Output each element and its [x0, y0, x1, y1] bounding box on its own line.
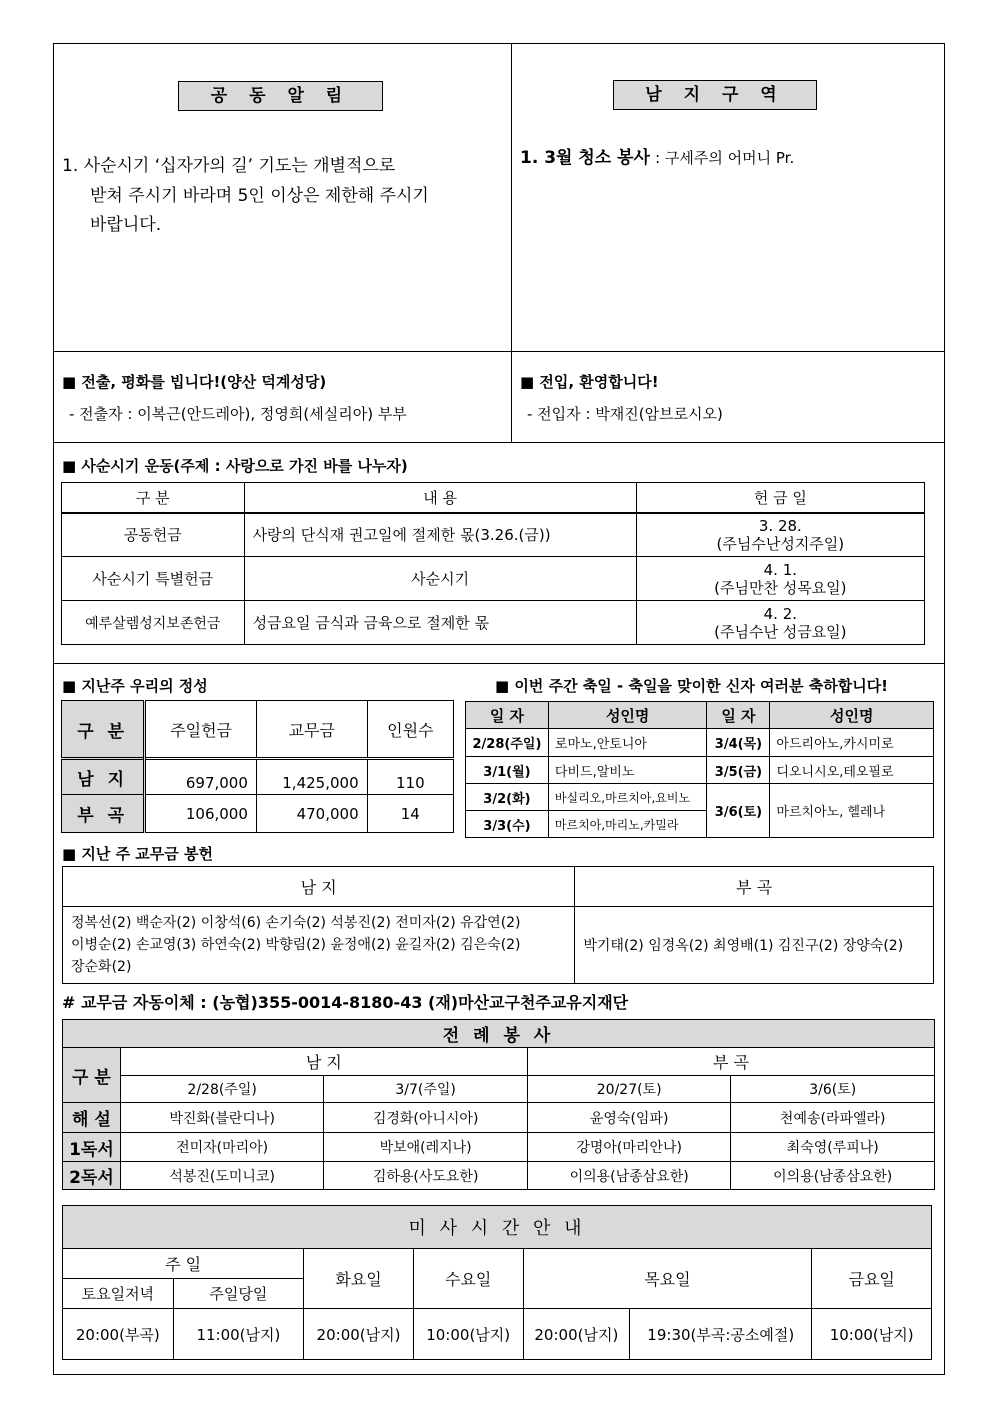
liturgy-table — [62, 1019, 935, 1190]
mass-fri-header: 금요일 — [812, 1249, 932, 1309]
feast-right-2-date: 3/5(금) — [707, 757, 770, 784]
liturgy-reading-2-2: 김하용(사도요한) — [324, 1162, 528, 1190]
liturgy-commentary-1: 박진화(블란디나) — [120, 1103, 324, 1133]
feast-left-1-names: 로마노,안토니아 — [548, 729, 707, 757]
liturgy-reading-1-2: 박보애(레지나) — [324, 1133, 528, 1162]
liturgy-bugok-header: 부 곡 — [527, 1048, 934, 1076]
offering-row-bugok-name: 부 곡 — [62, 795, 145, 833]
transfer-out-head: ■ 전출, 평화를 빕니다!(양산 덕계성당) — [62, 373, 327, 391]
dues-list-table — [62, 866, 934, 984]
offering-header-sunday: 주일헌금 — [145, 701, 257, 759]
offering-header-category: 구 분 — [62, 701, 145, 759]
district-title: 남 지 구 역 — [613, 80, 817, 110]
offering-row-namji-count: 110 — [367, 759, 453, 795]
mass-tue-header: 화요일 — [304, 1249, 414, 1309]
lent-table — [61, 482, 925, 645]
lent-row-2-content: 사순시기 — [244, 557, 636, 601]
liturgy-title: 전 례 봉 사 — [63, 1020, 935, 1048]
offering-row-namji-sunday: 697,000 — [145, 759, 257, 795]
offering-row-namji-dues: 1,425,000 — [256, 759, 367, 795]
offering-head: ■ 지난주 우리의 정성 — [62, 677, 208, 695]
mass-time-tue: 20:00(남지) — [304, 1309, 414, 1360]
lent-row-3-date — [636, 601, 924, 645]
lent-row-3-date-feast: (주님수난 성금요일) — [714, 622, 847, 641]
dues-list-bugok-header: 부 곡 — [575, 867, 934, 907]
feast-header-saint-2: 성인명 — [770, 702, 934, 729]
notice-line-1: 1. 사순시기 ‘십자가의 길’ 기도는 개별적으로 — [62, 156, 396, 176]
liturgy-role-commentary: 해 설 — [63, 1103, 121, 1133]
district-item-text: : 구세주의 어머니 Pr. — [655, 149, 795, 167]
mass-wed-header: 수요일 — [413, 1249, 523, 1309]
feast-right-2-names: 디오니시오,테오필로 — [770, 757, 934, 784]
liturgy-date-4: 3/6(토) — [731, 1076, 935, 1103]
mass-time-thu-1: 20:00(남지) — [523, 1309, 630, 1360]
offering-row-bugok-count: 14 — [367, 795, 453, 833]
notice-line-2: 받쳐 주시기 바라며 5인 이상은 제한해 주시기 — [90, 186, 429, 206]
lent-row-1-date — [636, 513, 924, 557]
mass-sunday-header: 주 일 — [63, 1249, 304, 1279]
liturgy-date-3: 20/27(토) — [527, 1076, 731, 1103]
feast-left-2-date: 3/1(월) — [466, 757, 549, 784]
offering-row-namji-name: 남 지 — [62, 759, 145, 795]
mass-sun-day-header: 주일당일 — [173, 1279, 304, 1309]
feast-head: ■ 이번 주간 축일 - 축일을 맞이한 신자 여러분 축하합니다! — [495, 677, 889, 695]
section-divider-2 — [53, 442, 945, 443]
top-divider — [511, 43, 512, 442]
transfer-out-text: - 전출자 : 이복근(안드레아), 정영희(세실리아) 부부 — [69, 405, 407, 423]
lent-row-1-date-day: 3. 28. — [758, 516, 802, 535]
lent-row-2-date — [636, 557, 924, 601]
feast-table — [465, 701, 934, 838]
district-item-head: 1. 3월 청소 봉사 — [520, 148, 650, 168]
district-item-1 — [520, 143, 794, 168]
lent-row-1-date-feast: (주님수난성지주일) — [716, 534, 845, 553]
lent-row-1-category: 공동헌금 — [62, 513, 245, 557]
liturgy-role-reading-2: 2독서 — [63, 1162, 121, 1190]
offering-header-count: 인원수 — [367, 701, 453, 759]
dues-list-bugok-names: 박기태(2) 임경옥(2) 최영배(1) 김진구(2) 장양숙(2) — [575, 907, 934, 984]
liturgy-reading-1-3: 강명아(마리안나) — [527, 1133, 731, 1162]
lent-header-date: 헌 금 일 — [636, 483, 924, 513]
liturgy-reading-2-1: 석봉진(도미니코) — [120, 1162, 324, 1190]
liturgy-reading-1-1: 전미자(마리아) — [120, 1133, 324, 1162]
mass-time-fri: 10:00(남지) — [812, 1309, 932, 1360]
mass-sat-eve-header: 토요일저녁 — [63, 1279, 174, 1309]
lent-row-2-date-day: 4. 1. — [763, 560, 798, 579]
lent-header-category: 구 분 — [62, 483, 245, 513]
liturgy-reading-1-4: 최숙영(루피나) — [731, 1133, 935, 1162]
liturgy-commentary-2: 김경화(아니시아) — [324, 1103, 528, 1133]
mass-time-wed: 10:00(남지) — [413, 1309, 523, 1360]
liturgy-category-label: 구 분 — [63, 1048, 121, 1103]
feast-right-3-names: 마르치아노, 헬레나 — [770, 784, 934, 838]
dues-list-head: ■ 지난 주 교무금 봉헌 — [62, 845, 213, 863]
feast-left-4-date: 3/3(수) — [466, 811, 549, 838]
dues-list-namji-line-1: 정복선(2) 백순자(2) 이창석(6) 손기숙(2) 석봉진(2) 전미자(2) 유갑연(2) — [71, 915, 521, 931]
lent-row-2-date-feast: (주님만찬 성목요일) — [714, 578, 847, 597]
liturgy-role-reading-1: 1독서 — [63, 1133, 121, 1162]
section-divider-1 — [53, 351, 945, 352]
liturgy-commentary-3: 윤영숙(임파) — [527, 1103, 731, 1133]
offering-row-bugok-sunday: 106,000 — [145, 795, 257, 833]
transfer-account: # 교무금 자동이체 : (농협)355-0014-8180-43 (재)마산교구천주교유지재단 — [62, 993, 629, 1012]
feast-right-3-date: 3/6(토) — [707, 784, 770, 838]
lent-row-2-category: 사순시기 특별헌금 — [62, 557, 245, 601]
transfer-in-text: - 전입자 : 박재진(암브로시오) — [527, 405, 723, 423]
liturgy-commentary-4: 천예송(라파엘라) — [731, 1103, 935, 1133]
feast-left-4-names: 마르치아,마리노,카밀라 — [548, 811, 707, 838]
mass-time-sat-eve: 20:00(부곡) — [63, 1309, 174, 1360]
offering-header-dues: 교무금 — [256, 701, 367, 759]
feast-header-date-1: 일 자 — [466, 702, 549, 729]
dues-list-namji-header: 남 지 — [63, 867, 575, 907]
mass-time-sun-day: 11:00(남지) — [173, 1309, 304, 1360]
offering-row-bugok-dues: 470,000 — [256, 795, 367, 833]
feast-left-3-date: 3/2(화) — [466, 784, 549, 811]
section-divider-3 — [53, 663, 945, 664]
notice-title: 공 동 알 림 — [178, 81, 383, 111]
offering-table — [61, 700, 454, 833]
feast-left-2-names: 다비드,알비노 — [548, 757, 707, 784]
notice-line-3: 바랍니다. — [90, 215, 162, 235]
feast-header-date-2: 일 자 — [707, 702, 770, 729]
mass-thu-header: 목요일 — [523, 1249, 812, 1309]
feast-left-1-date: 2/28(주일) — [466, 729, 549, 757]
dues-list-namji-line-3: 장순화(2) — [71, 959, 132, 975]
feast-right-1-date: 3/4(목) — [707, 729, 770, 757]
dues-list-namji-names — [63, 907, 575, 984]
lent-header-content: 내 용 — [244, 483, 636, 513]
liturgy-namji-header: 남 지 — [120, 1048, 527, 1076]
mass-time-thu-2: 19:30(부곡:공소예절) — [630, 1309, 812, 1360]
lent-head: ■ 사순시기 운동(주제 : 사랑으로 가진 바를 나누자) — [62, 457, 408, 475]
liturgy-reading-2-3: 이의용(남종삼요한) — [527, 1162, 731, 1190]
feast-header-saint-1: 성인명 — [548, 702, 707, 729]
lent-row-3-content: 성금요일 금식과 금육으로 절제한 몫 — [244, 601, 636, 645]
feast-right-1-names: 아드리아노,카시미로 — [770, 729, 934, 757]
mass-title: 미 사 시 간 안 내 — [63, 1206, 932, 1249]
lent-row-1-content: 사랑의 단식재 권고일에 절제한 몫(3.26.(금)) — [244, 513, 636, 557]
mass-table — [62, 1205, 932, 1360]
liturgy-reading-2-4: 이의용(남종삼요한) — [731, 1162, 935, 1190]
transfer-in-head: ■ 전입, 환영합니다! — [520, 373, 659, 391]
feast-left-3-names: 바실리오,마르치아,요비노 — [548, 784, 707, 811]
liturgy-date-1: 2/28(주일) — [120, 1076, 324, 1103]
lent-row-3-date-day: 4. 2. — [763, 604, 798, 623]
lent-row-3-category: 예루살렘성지보존헌금 — [62, 601, 245, 645]
dues-list-namji-line-2: 이병순(2) 손교영(3) 하연숙(2) 박향림(2) 윤정애(2) 윤길자(2) 김은숙(2) — [71, 937, 521, 953]
liturgy-date-2: 3/7(주일) — [324, 1076, 528, 1103]
